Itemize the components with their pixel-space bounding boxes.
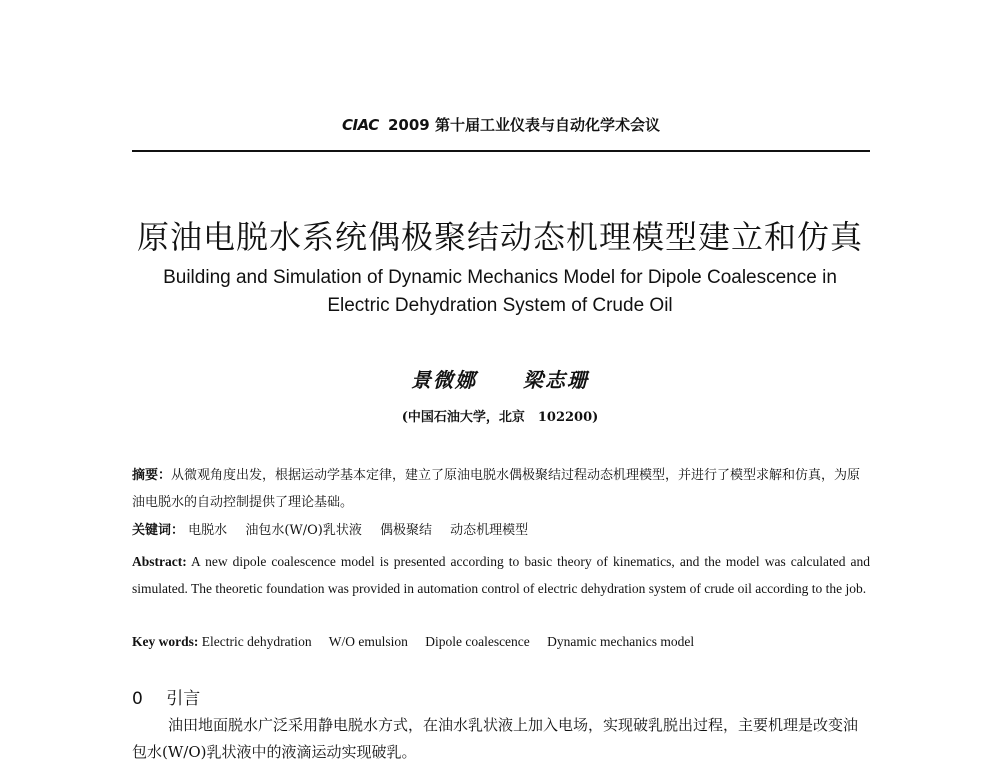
authors	[0, 364, 1000, 393]
abstract-en-text: A new dipole coalescence model is presented according to basic theory of kinematics, and the model was calculated and simulated. The theoretic foundation was provided in automation control of electric dehydration system of crude oil according to the job.	[132, 554, 871, 596]
paper-title-en-line1: Building and Simulation of Dynamic Mechanics Model for Dipole Coalescence in	[163, 267, 837, 288]
section-title: 引言	[166, 689, 201, 709]
conference-header	[132, 114, 870, 135]
keyword-cn: 动态机理模型	[450, 523, 529, 538]
keyword-en: Dipole coalescence	[425, 634, 530, 649]
affiliation: (中国石油大学，北京 102200)	[401, 410, 599, 425]
section-number: 0	[132, 689, 143, 709]
abstract-cn	[132, 462, 870, 516]
keywords-cn	[132, 521, 870, 541]
keywords-cn-label: 关键词：	[132, 523, 185, 538]
keywords-en	[132, 632, 870, 652]
keyword-en: Electric dehydration	[201, 634, 312, 649]
paper-title-en-line2: Electric Dehydration System of Crude Oil	[327, 295, 673, 316]
keyword-en: W/O emulsion	[328, 634, 408, 649]
conference-name: 2009 第十届工业仪表与自动化学术会议	[388, 116, 660, 134]
keyword-cn: 油包水(W/O)乳状液	[245, 523, 362, 538]
paper-title-en	[100, 264, 900, 320]
abstract-cn-text: 从微观角度出发，根据运动学基本定律，建立了原油电脱水偶极聚结过程动态机理模型，并进行了模型求解和仿真，为原油电脱水的自动控制提供了理论基础。	[132, 468, 861, 510]
author-2: 梁志珊	[522, 368, 589, 392]
intro-paragraph: 油田地面脱水广泛采用静电脱水方式，在油水乳状液上加入电场，实现破乳脱出过程，主要机理是改变油包水(W/O)乳状液中的液滴运动实现破乳。	[132, 716, 859, 761]
abstract-cn-label: 摘要：	[132, 468, 172, 483]
abstract-en-label: Abstract:	[132, 554, 187, 569]
keyword-cn: 电脱水	[188, 523, 228, 538]
author-1: 景微娜	[411, 368, 478, 392]
conference-logo: CIAC	[342, 116, 379, 134]
abstract-en	[132, 548, 870, 602]
section-heading	[132, 684, 200, 709]
keyword-en: Dynamic mechanics model	[547, 634, 695, 649]
paper-title-cn: 原油电脱水系统偶极聚结动态机理模型建立和仿真	[136, 218, 863, 256]
keywords-en-label: Key words:	[132, 634, 199, 649]
header-rule	[132, 150, 870, 152]
keyword-cn: 偶极聚结	[380, 523, 433, 538]
